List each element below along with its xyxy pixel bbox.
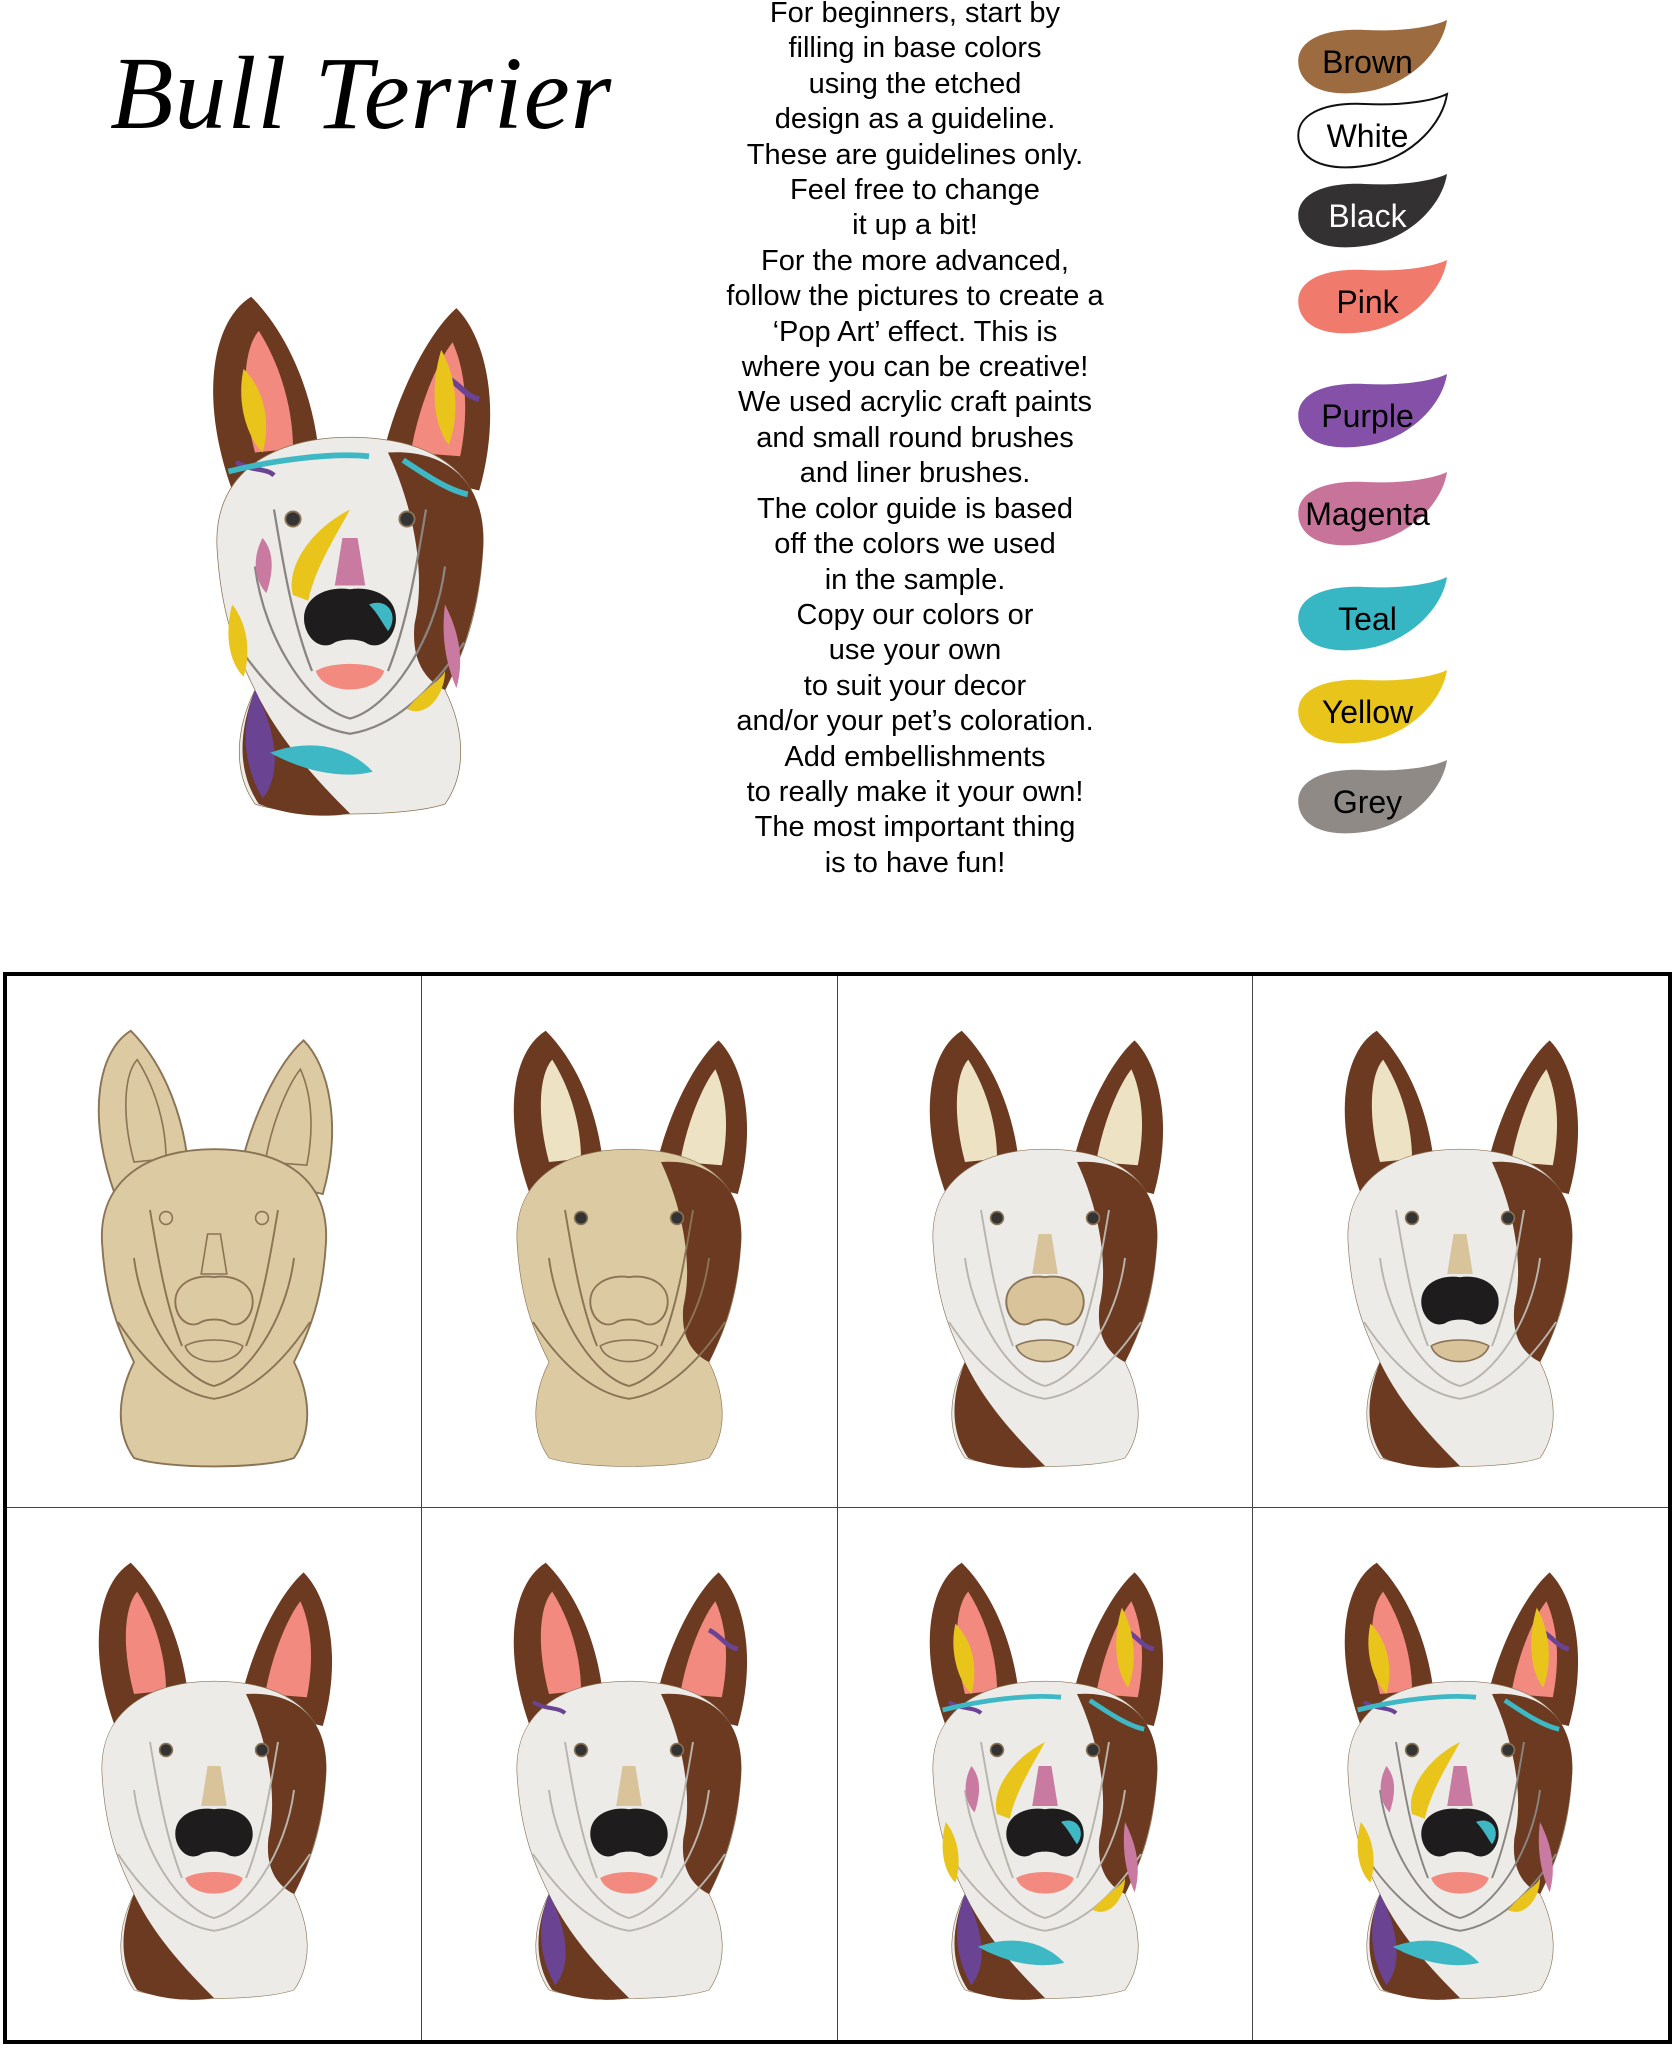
swatch-label: Pink: [1336, 284, 1399, 320]
step-by-step-grid: [3, 972, 1672, 2044]
bull-terrier-step-image: [885, 1534, 1205, 2014]
instruction-line: and/or your pet’s coloration.: [736, 705, 1094, 738]
swatch-label: Teal: [1338, 601, 1397, 637]
swatch-pink: [1285, 258, 1475, 348]
bull-terrier-step-image: [469, 1534, 789, 2014]
step-5-pink-ears: [7, 1508, 422, 2040]
page-title: Bull Terrier: [110, 36, 613, 151]
instruction-line: it up a bit!: [852, 209, 978, 242]
instruction-line: using the etched: [808, 67, 1022, 100]
step-2-brown-patches: [422, 976, 837, 1508]
hero-dog-illustration: [160, 245, 540, 850]
instruction-line: and liner brushes.: [799, 457, 1031, 490]
step-4-black-nose: [1253, 976, 1668, 1508]
instruction-line: These are guidelines only.: [746, 138, 1084, 171]
instruction-line: in the sample.: [824, 563, 1006, 596]
step-6-purple-accents: [422, 1508, 837, 2040]
instruction-line: to suit your decor: [803, 669, 1027, 702]
instruction-line: ‘Pop Art’ effect. This is: [772, 315, 1058, 348]
instruction-line: The most important thing: [754, 811, 1076, 844]
instruction-line: For the more advanced,: [761, 244, 1069, 277]
swatch-magenta: [1285, 470, 1475, 560]
bull-terrier-step-image: [54, 1534, 374, 2014]
instruction-line: use your own: [828, 634, 1002, 667]
instructions-text: [665, 0, 1165, 881]
swatch-purple: [1285, 372, 1475, 462]
instruction-line: Feel free to change: [790, 174, 1040, 207]
instruction-line: Copy our colors or: [796, 598, 1034, 631]
swatch-teal: [1285, 575, 1475, 665]
bull-terrier-step-image: [1300, 1002, 1620, 1482]
swatch-label: Purple: [1321, 398, 1414, 434]
swatch-label: Black: [1328, 198, 1407, 234]
instruction-line: Add embellishments: [784, 740, 1046, 773]
instruction-line: is to have fun!: [824, 846, 1006, 879]
instruction-line: The color guide is based: [757, 492, 1073, 525]
swatch-label: Magenta: [1305, 496, 1430, 532]
finished-bull-terrier-image: [160, 245, 540, 850]
instruction-line: For beginners, start by: [769, 0, 1061, 29]
instruction-line: We used acrylic craft paints: [737, 386, 1093, 419]
step-7-pop-art-colors: [838, 1508, 1253, 2040]
step-8-grey-outlines: [1253, 1508, 1668, 2040]
instruction-line: off the colors we used: [774, 528, 1056, 561]
step-3-white-base: [838, 976, 1253, 1508]
instruction-line: design as a guideline.: [774, 103, 1056, 136]
bull-terrier-step-image: [885, 1002, 1205, 1482]
swatch-label: Yellow: [1321, 694, 1414, 730]
instruction-line: to really make it your own!: [746, 775, 1084, 808]
instruction-line: and small round brushes: [756, 421, 1074, 454]
step-1-raw-wood: [7, 976, 422, 1508]
swatch-white: [1285, 92, 1475, 182]
instruction-line: where you can be creative!: [741, 351, 1089, 384]
swatch-label: White: [1326, 118, 1409, 154]
swatch-label: Grey: [1332, 784, 1403, 820]
instruction-line: follow the pictures to create a: [726, 280, 1104, 313]
bull-terrier-step-image: [469, 1002, 789, 1482]
swatch-black: [1285, 172, 1475, 262]
bull-terrier-step-image: [1300, 1534, 1620, 2014]
bull-terrier-step-image: [54, 1002, 374, 1482]
swatch-label: Brown: [1322, 44, 1413, 80]
swatch-grey: [1285, 758, 1475, 848]
swatch-yellow: [1285, 668, 1475, 758]
instruction-line: filling in base colors: [788, 32, 1042, 65]
color-guide: [1285, 0, 1485, 860]
